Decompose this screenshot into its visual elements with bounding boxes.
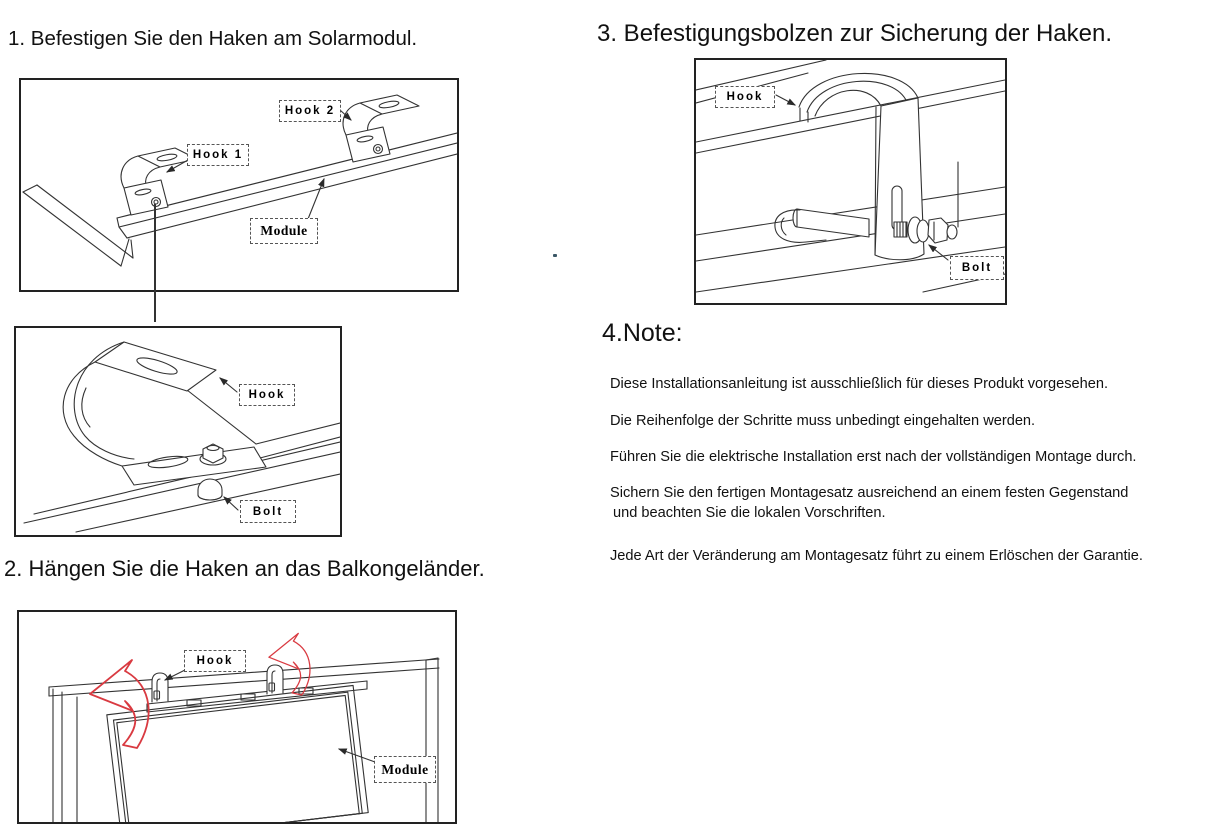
step1-overview-diagram <box>19 78 459 292</box>
hook2-label: Hook 2 <box>279 100 341 122</box>
bolt-label: Bolt <box>950 256 1004 280</box>
bolt-drawing <box>198 479 222 500</box>
step2-heading: 2. Hängen Sie die Haken an das Balkongeländer. <box>4 556 485 581</box>
hook-label: Hook <box>184 650 246 672</box>
note-line-4: Sichern Sie den fertigen Montagesatz ausreichend an einem festen Gegenstand <box>610 484 1129 501</box>
bolt-pointer-arrow <box>224 497 238 510</box>
bolt-label: Bolt <box>240 500 296 523</box>
hook-pointer-arrow <box>220 378 237 392</box>
hook1-drawing <box>121 148 197 215</box>
step3-heading: 3. Befestigungsbolzen zur Sicherung der Haken. <box>597 20 1112 47</box>
step3-bolt-diagram <box>694 58 1007 305</box>
step1-heading: 1. Befestigen Sie den Haken am Solarmodul. <box>8 27 418 50</box>
step1-detail-diagram <box>14 326 342 537</box>
note-line-5: und beachten Sie die lokalen Vorschriften. <box>613 504 886 521</box>
hook-label: Hook <box>715 86 775 108</box>
hook-pointer-arrow <box>776 95 795 105</box>
balcony-module-drawing <box>19 612 455 822</box>
module-edge-drawing <box>21 80 457 290</box>
note-line-3: Führen Sie die elektrische Installation erst nach der vollständigen Montage durch. <box>610 448 1137 465</box>
hook-right-drawing <box>267 665 283 694</box>
note-line-2: Die Reihenfolge der Schritte muss unbedingt eingehalten werden. <box>610 412 1036 429</box>
module-label: Module <box>250 218 318 244</box>
hook2-pointer-arrow <box>340 110 351 120</box>
hook2-drawing <box>343 95 419 162</box>
flange-nut-drawing <box>200 444 226 465</box>
module-grid-drawing <box>107 685 368 822</box>
note-line-1: Diese Installationsanleitung ist ausschließlich für dieses Produkt vorgesehen. <box>610 375 1109 392</box>
step2-hang-diagram <box>17 610 457 824</box>
detail-callout-line <box>154 204 156 322</box>
module-pointer-arrow <box>308 179 324 219</box>
hook-label: Hook <box>239 384 295 406</box>
hook-drawing <box>63 342 266 485</box>
hook1-label: Hook 1 <box>187 144 249 166</box>
stray-mark <box>553 254 557 257</box>
note-heading: 4.Note: <box>602 319 683 347</box>
hook-left-drawing <box>152 673 168 702</box>
note-line-6: Jede Art der Veränderung am Montagesatz führt zu einem Erlöschen der Garantie. <box>610 547 1143 564</box>
module-label: Module <box>374 756 436 783</box>
